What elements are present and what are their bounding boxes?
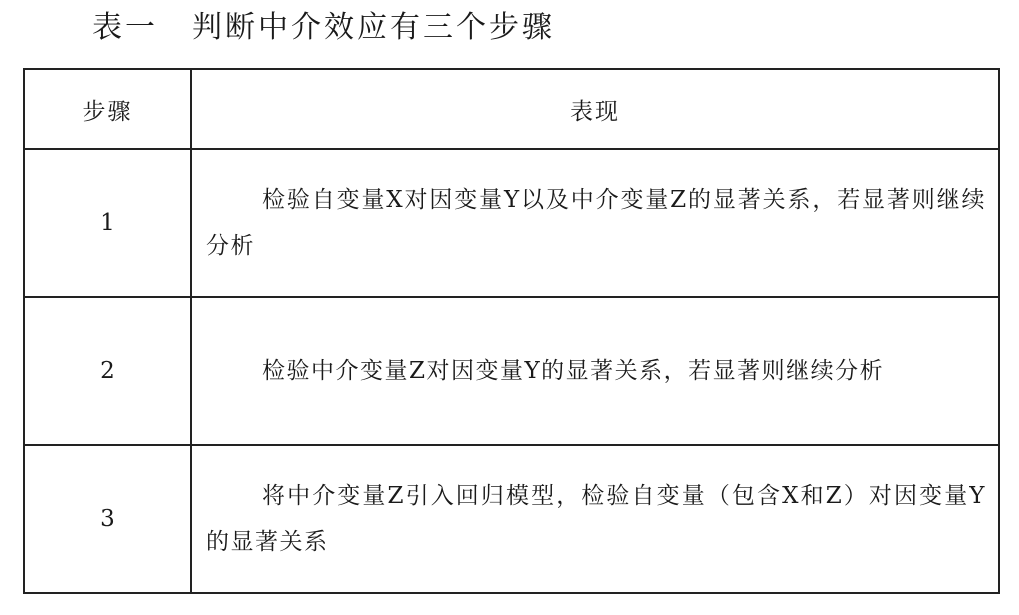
header-step: 步骤 — [24, 69, 191, 149]
step-number: 3 — [24, 445, 191, 593]
table-row — [24, 445, 999, 593]
header-description: 表现 — [191, 69, 999, 149]
step-description: 检验自变量X对因变量Y以及中介变量Z的显著关系，若显著则继续分析 — [191, 149, 999, 297]
step-number: 2 — [24, 297, 191, 445]
table-row — [24, 297, 999, 445]
table-title-label: 表一 — [92, 10, 158, 45]
table-header-row — [24, 69, 999, 149]
table-row — [24, 149, 999, 297]
step-number: 1 — [24, 149, 191, 297]
step-description: 检验中介变量Z对因变量Y的显著关系，若显著则继续分析 — [191, 297, 999, 445]
table-title-text: 判断中介效应有三个步骤 — [192, 10, 555, 45]
table-title — [92, 8, 555, 48]
steps-table — [23, 68, 1000, 594]
step-description: 将中介变量Z引入回归模型，检验自变量（包含X和Z）对因变量Y的显著关系 — [191, 445, 999, 593]
